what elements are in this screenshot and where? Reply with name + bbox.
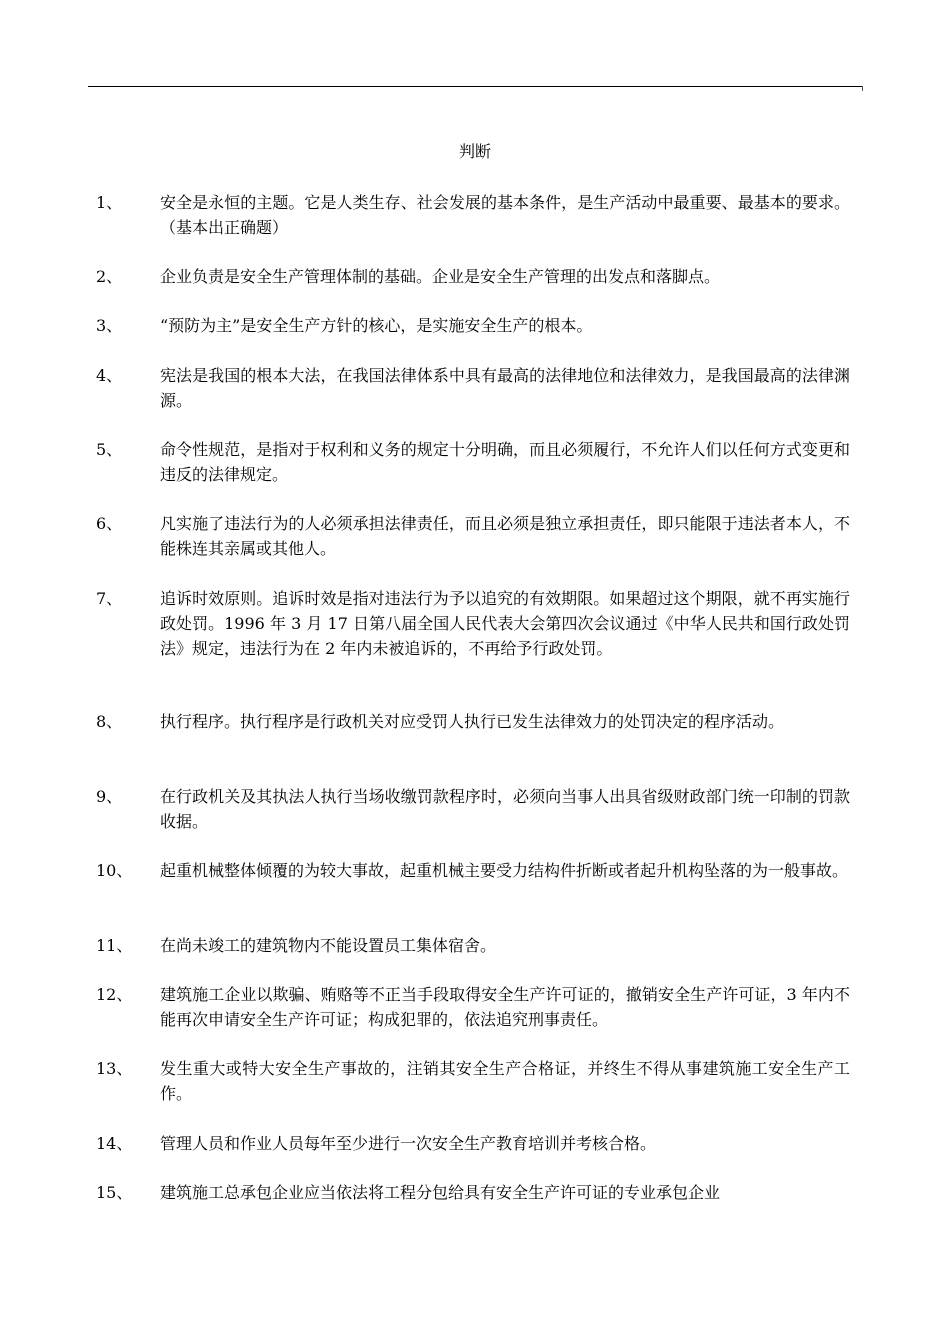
item-text: 执行程序。执行程序是行政机关对应受罚人执行已发生法律效力的处罚决定的程序活动。 (160, 712, 785, 731)
item-text: 起重机械整体倾覆的为较大事故，起重机械主要受力结构件折断或者起升机构坠落的为一般事故。 (160, 861, 849, 880)
item-text: 追诉时效原则。追诉时效是指对违法行为予以追究的有效期限。如果超过这个期限，就不再实施行政处罚。1996 年 3 月 17 日第八届全国人民代表大会第四次会议通过《中华人民共和国行政处罚法》规定，违法行为在 2 年内未被追诉的，不再给予行政处罚。 (160, 589, 850, 658)
item-number: 3、 (96, 316, 123, 335)
item-text: 建筑施工企业以欺骗、贿赂等不正当手段取得安全生产许可证的，撤销安全生产许可证，3 年内不能再次申请安全生产许可证；构成犯罪的，依法追究刑事责任。 (160, 985, 850, 1029)
item-number: 13、 (96, 1059, 133, 1078)
item-text: 在行政机关及其执法人执行当场收缴罚款程序时，必须向当事人出具省级财政部门统一印制的罚款收据。 (160, 787, 850, 831)
item-text: 在尚未竣工的建筑物内不能设置员工集体宿舍。 (160, 936, 497, 955)
item-text: 宪法是我国的根本大法，在我国法律体系中具有最高的法律地位和法律效力，是我国最高的法律渊源。 (160, 366, 850, 410)
item-number: 4、 (96, 366, 123, 385)
item-text: 发生重大或特大安全生产事故的，注销其安全生产合格证，并终生不得从事建筑施工安全生产工作。 (160, 1059, 850, 1103)
item-number: 10、 (96, 861, 133, 880)
item-number: 12、 (96, 985, 133, 1004)
item-text: 管理人员和作业人员每年至少进行一次安全生产教育培训并考核合格。 (160, 1134, 657, 1153)
item-text: 凡实施了违法行为的人必须承担法律责任，而且必须是独立承担责任，即只能限于违法者本人，不能株连其亲属或其他人。 (160, 514, 850, 558)
item-number: 6、 (96, 514, 123, 533)
item-text: 命令性规范，是指对于权利和义务的规定十分明确，而且必须履行，不允许人们以任何方式变更和违反的法律规定。 (160, 440, 850, 484)
item-number: 14、 (96, 1134, 133, 1153)
item-text: “预防为主”是安全生产方针的核心，是实施安全生产的根本。 (160, 316, 593, 335)
item-number: 7、 (96, 589, 123, 608)
header-rule-tick (862, 86, 863, 91)
item-number: 9、 (96, 787, 123, 806)
item-text: 安全是永恒的主题。它是人类生存、社会发展的基本条件，是生产活动中最重要、最基本的要求。（基本出正确题） (160, 193, 850, 237)
header-rule (88, 86, 862, 87)
item-text: 建筑施工总承包企业应当依法将工程分包给具有安全生产许可证的专业承包企业 (160, 1183, 721, 1202)
item-number: 1、 (96, 193, 123, 212)
page-title: 判断 (458, 142, 491, 161)
item-number: 11、 (96, 936, 133, 955)
item-text: 企业负责是安全生产管理体制的基础。企业是安全生产管理的出发点和落脚点。 (160, 267, 721, 286)
item-number: 15、 (96, 1183, 133, 1202)
item-number: 5、 (96, 440, 123, 459)
item-number: 2、 (96, 267, 123, 286)
item-number: 8、 (96, 712, 123, 731)
